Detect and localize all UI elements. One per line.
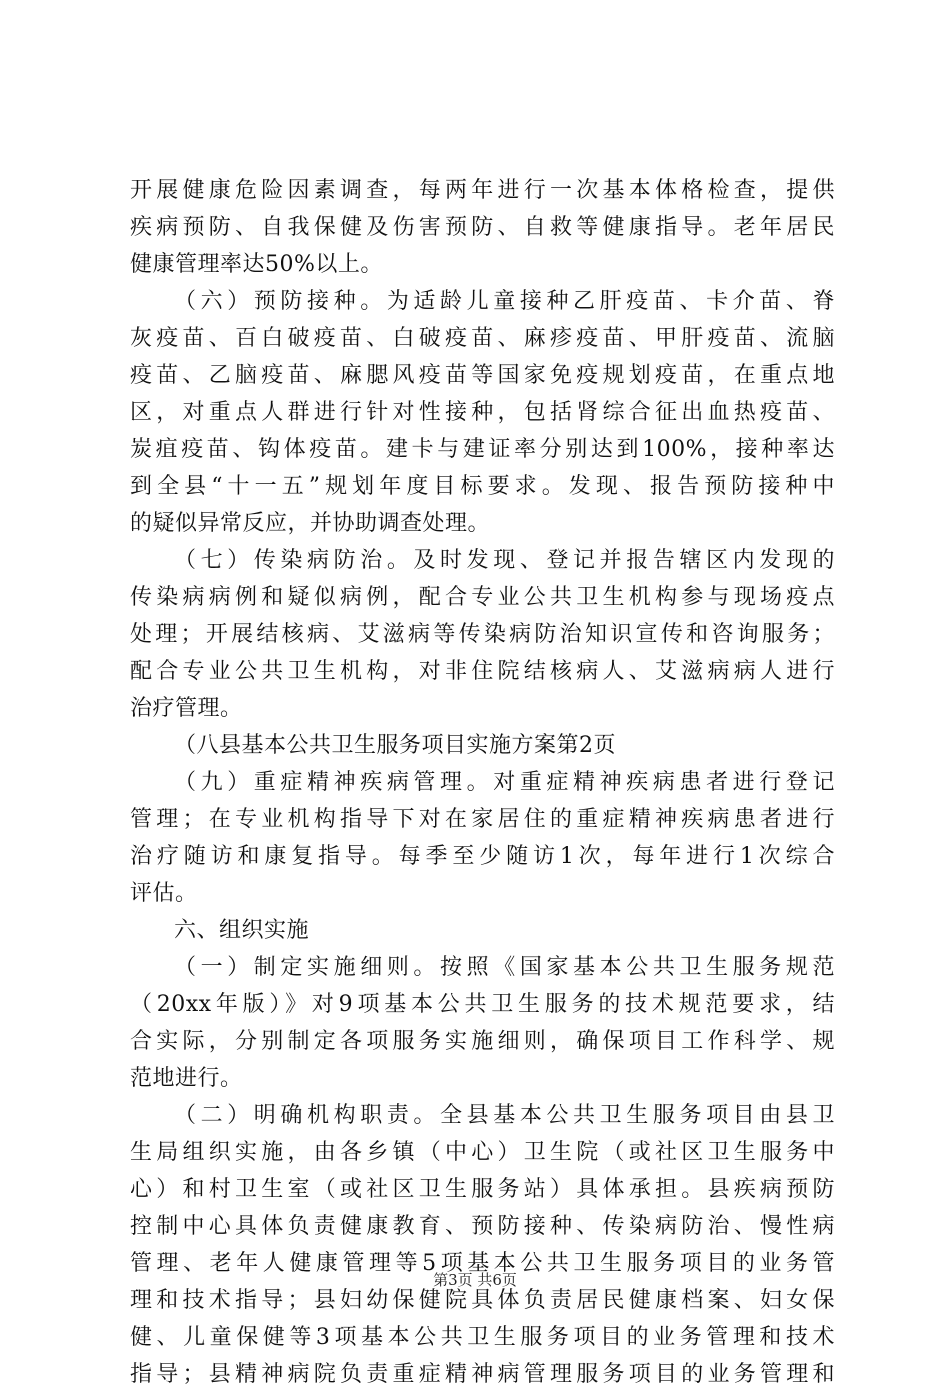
text-line: 区，对重点人群进行针对性接种，包括肾综合征出血热疫苗、: [130, 400, 835, 425]
text-line: 生局组织实施，由各乡镇（中心）卫生院（或社区卫生服务中: [130, 1140, 835, 1165]
text-line: 传染病病例和疑似病例，配合专业公共卫生机构参与现场疫点: [130, 585, 835, 610]
text-line: 心）和村卫生室（或社区卫生服务站）具体承担。县疾病预防: [130, 1177, 835, 1202]
text-line: 评估。: [130, 881, 198, 906]
text-line: （八县基本公共卫生服务项目实施方案第2页: [174, 733, 616, 758]
text-line: （九）重症精神疾病管理。对重症精神疾病患者进行登记: [174, 770, 835, 795]
text-line: 灰疫苗、百白破疫苗、白破疫苗、麻疹疫苗、甲肝疫苗、流脑: [130, 326, 835, 351]
text-line: 管理、老年人健康管理等5项基本公共卫生服务项目的业务管: [130, 1251, 835, 1276]
text-line: （20xx年版）》对9项基本公共卫生服务的技术规范要求，结: [130, 992, 835, 1017]
text-line: 的疑似异常反应，并协助调查处理。: [130, 511, 491, 536]
text-line: 到全县“十一五”规划年度目标要求。发现、报告预防接种中: [130, 474, 835, 499]
text-line: 配合专业公共卫生机构，对非住院结核病人、艾滋病病人进行: [130, 659, 835, 684]
text-line: 六、组织实施: [174, 918, 310, 943]
text-line: 控制中心具体负责健康教育、预防接种、传染病防治、慢性病: [130, 1214, 835, 1239]
text-line: 疫苗、乙脑疫苗、麻腮风疫苗等国家免疫规划疫苗，在重点地: [130, 363, 835, 388]
text-line: （二）明确机构职责。全县基本公共卫生服务项目由县卫: [174, 1103, 835, 1128]
text-line: （六）预防接种。为适龄儿童接种乙肝疫苗、卡介苗、脊: [174, 289, 835, 314]
text-line: 疾病预防、自我保健及伤害预防、自救等健康指导。老年居民: [130, 215, 835, 240]
text-line: 开展健康危险因素调查，每两年进行一次基本体格检查，提供: [130, 178, 835, 203]
text-line: 范地进行。: [130, 1066, 243, 1091]
text-line: 合实际，分别制定各项服务实施细则，确保项目工作科学、规: [130, 1029, 835, 1054]
text-line: 指导；县精神病院负责重症精神病管理服务项目的业务管理和: [130, 1362, 835, 1387]
text-line: （一）制定实施细则。按照《国家基本公共卫生服务规范: [174, 955, 835, 980]
text-line: 处理；开展结核病、艾滋病等传染病防治知识宣传和咨询服务；: [130, 622, 835, 647]
text-line: 健、儿童保健等3项基本公共卫生服务项目的业务管理和技术: [130, 1325, 835, 1350]
text-line: 治疗管理。: [130, 696, 243, 721]
document-body: [130, 172, 835, 1393]
text-line: 健康管理率达50%以上。: [130, 252, 383, 277]
text-line: 炭疽疫苗、钩体疫苗。建卡与建证率分别达到100%，接种率达: [130, 437, 835, 462]
text-line: 理和技术指导；县妇幼保健院具体负责居民健康档案、妇女保: [130, 1288, 835, 1313]
page-footer: 第3页 共6页: [433, 1271, 517, 1289]
text-line: 管理；在专业机构指导下对在家居住的重症精神疾病患者进行: [130, 807, 835, 832]
text-line: 治疗随访和康复指导。每季至少随访1次，每年进行1次综合: [130, 844, 835, 869]
text-line: （七）传染病防治。及时发现、登记并报告辖区内发现的: [174, 548, 835, 573]
